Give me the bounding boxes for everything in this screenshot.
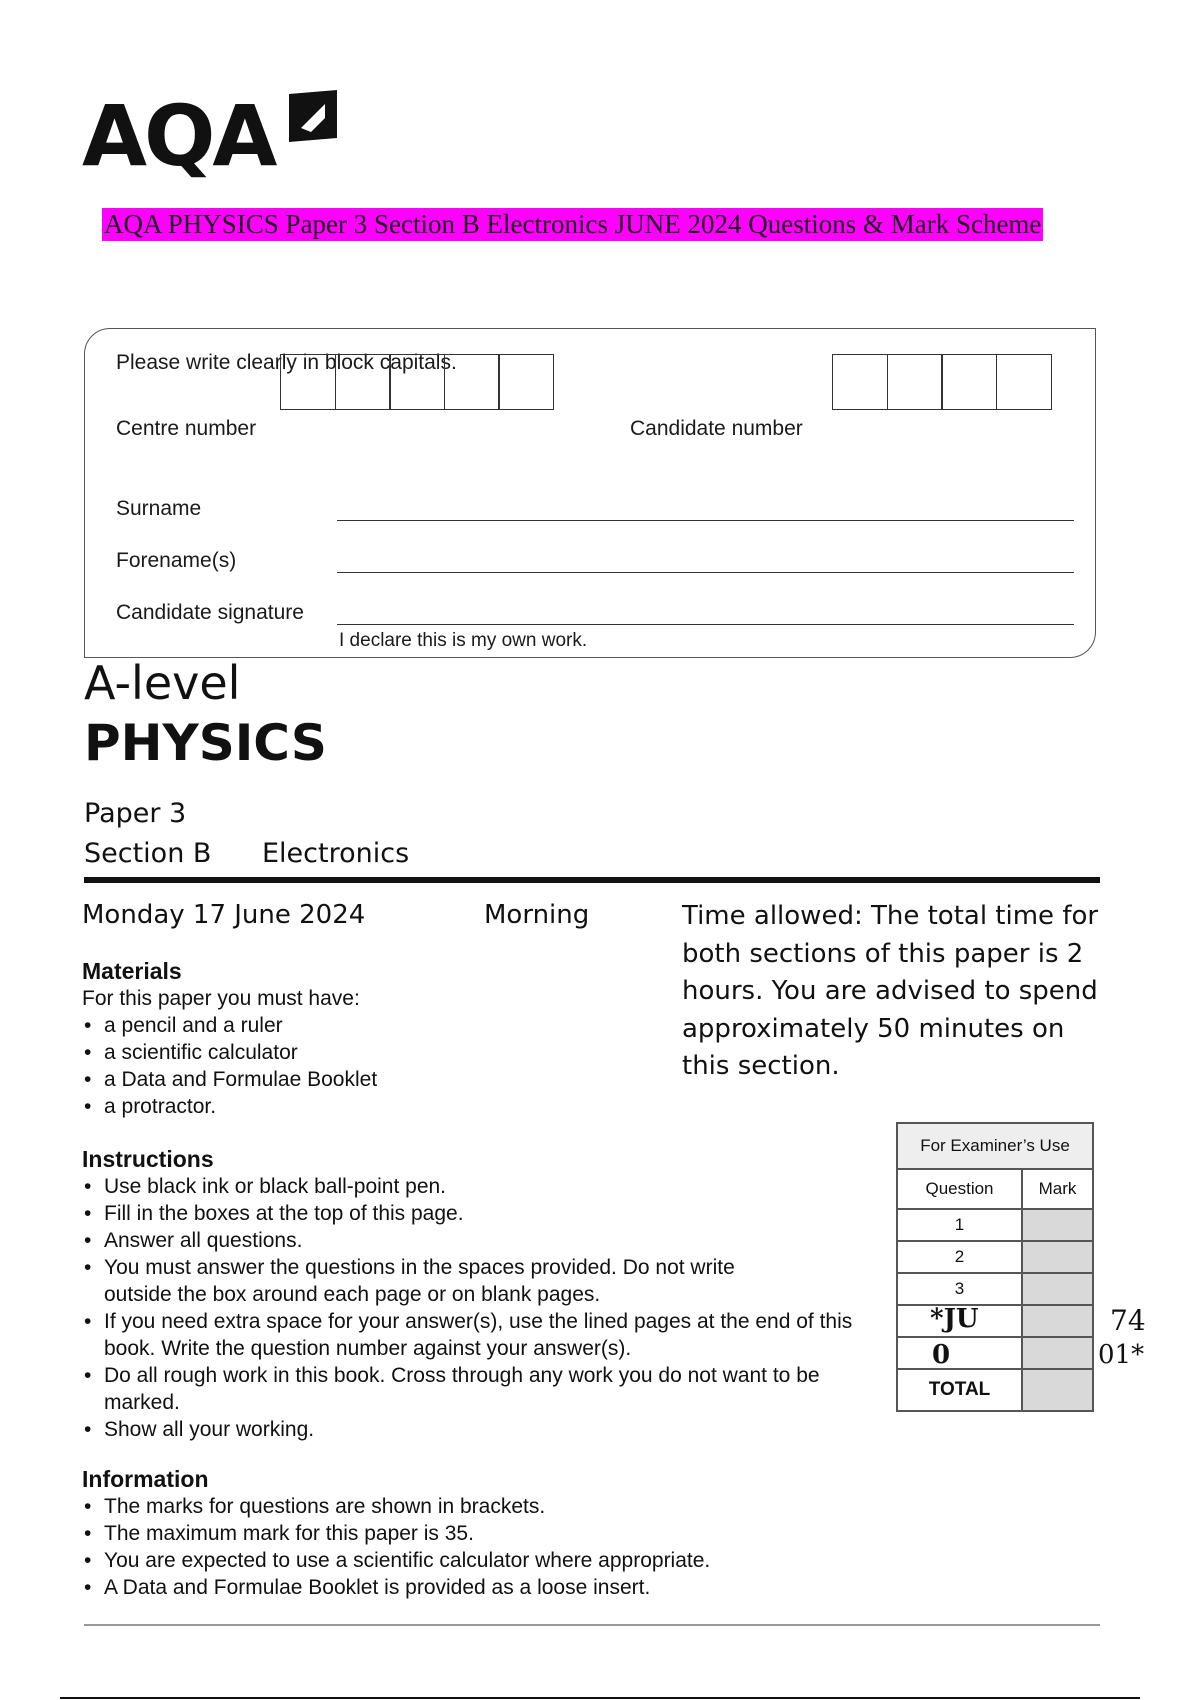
total-label: TOTAL: [897, 1369, 1022, 1411]
centre-number-digit-box[interactable]: [444, 354, 500, 410]
centre-number-digit-box[interactable]: [498, 354, 554, 410]
candidate-number-digit-box[interactable]: [887, 354, 943, 410]
instruction-item: • You must answer the questions in the spaces provided. Do not write outside the box around each page or on blank pages.: [82, 1254, 794, 1308]
instructions-list: [82, 1173, 872, 1443]
surname-label: Surname: [116, 497, 202, 520]
signature-label: Candidate signature: [116, 601, 304, 624]
information-list: [82, 1493, 882, 1601]
instruction-item: • Use black ink or black ball-point pen.: [82, 1173, 872, 1200]
materials-item: • a protractor.: [82, 1093, 642, 1120]
mark-cell: [1022, 1241, 1093, 1273]
instructions-section: [82, 1146, 872, 1443]
question-number: 3: [897, 1273, 1022, 1305]
section-label: Section B: [84, 838, 212, 869]
candidate-number-digit-box[interactable]: [996, 354, 1052, 410]
instructions-heading: Instructions: [82, 1146, 214, 1172]
information-heading: Information: [82, 1466, 209, 1492]
instruction-item: • Answer all questions.: [82, 1227, 872, 1254]
centre-number-boxes[interactable]: [280, 354, 553, 410]
signature-field[interactable]: [337, 624, 1074, 625]
materials-section: [82, 958, 642, 1120]
information-item: • You are expected to use a scientific calculator where appropriate.: [82, 1547, 882, 1574]
question-number: 2: [897, 1241, 1022, 1273]
mark-cell: [1022, 1209, 1093, 1241]
question-number: 1: [897, 1209, 1022, 1241]
materials-item: • a scientific calculator: [82, 1039, 642, 1066]
paper-number: Paper 3: [84, 798, 187, 829]
surname-field[interactable]: [337, 520, 1074, 521]
document-title: AQA PHYSICS Paper 3 Section B Electronics JUNE 2024 Questions & Mark Scheme: [104, 209, 1042, 239]
examiner-use-table: [896, 1122, 1094, 1412]
centre-number-digit-box[interactable]: [280, 354, 336, 410]
aqa-logo-text: AQA: [82, 87, 275, 185]
question-column-header: Question: [897, 1169, 1022, 1209]
mark-cell: [1022, 1273, 1093, 1305]
exam-date: Monday 17 June 2024: [82, 900, 366, 930]
section-topic: Electronics: [262, 838, 410, 869]
write-clearly-instruction: Please write clearly in block capitals.: [116, 351, 457, 374]
time-allowed: Time allowed: The total time for both sections of this paper is 2 hours. You are advised to spend approximately 50 minutes on this section.: [682, 901, 1099, 1081]
total-mark-cell: [1022, 1369, 1093, 1411]
mark-column-header: Mark: [1022, 1169, 1093, 1209]
mark-cell: [1022, 1337, 1093, 1369]
materials-intro: For this paper you must have:: [82, 987, 360, 1010]
materials-item: • a pencil and a ruler: [82, 1012, 642, 1039]
instruction-item: • Fill in the boxes at the top of this page.: [82, 1200, 872, 1227]
exam-subject: PHYSICS: [84, 714, 327, 772]
information-item: • A Data and Formulae Booklet is provided as a loose insert.: [82, 1574, 882, 1601]
declaration-text: I declare this is my own work.: [339, 630, 588, 651]
candidate-number-digit-box[interactable]: [832, 354, 888, 410]
instruction-item: • If you need extra space for your answer(s), use the lined pages at the end of this book. Write the question number against your answer(s).: [82, 1308, 894, 1362]
aqa-logo: [82, 88, 342, 188]
information-section: [82, 1466, 882, 1601]
exam-level: A-level: [84, 656, 241, 710]
barcode-text-left-top: *JU: [930, 1304, 979, 1334]
instruction-item: • Do all rough work in this book. Cross through any work you do not want to be marked.: [82, 1362, 824, 1416]
candidate-number-digit-box[interactable]: [941, 354, 997, 410]
candidate-details-box: [84, 328, 1096, 658]
materials-item: • a Data and Formulae Booklet: [82, 1066, 642, 1093]
barcode-text-left-bottom: 0: [932, 1340, 951, 1370]
aqa-logo-mark-icon: [285, 88, 341, 144]
empty-question-cell: [897, 1337, 1022, 1369]
candidate-number-boxes[interactable]: [832, 354, 1050, 410]
centre-number-digit-box[interactable]: [389, 354, 445, 410]
centre-number-digit-box[interactable]: [335, 354, 391, 410]
page-bottom-rule: [60, 1697, 1140, 1699]
materials-list: [82, 1012, 642, 1120]
footer-divider: [84, 1624, 1100, 1626]
information-item: • The marks for questions are shown in brackets.: [82, 1493, 882, 1520]
candidate-number-label: Candidate number: [630, 417, 803, 440]
materials-heading: Materials: [82, 958, 182, 984]
instruction-item: • Show all your working.: [82, 1416, 872, 1443]
barcode-text-right-top: 74: [1110, 1304, 1146, 1337]
heading-divider: [84, 877, 1100, 883]
examiner-table-title: For Examiner’s Use: [897, 1123, 1093, 1169]
forename-label: Forename(s): [116, 549, 237, 572]
exam-session: Morning: [484, 900, 590, 930]
barcode-text-right-bottom: 01*: [1098, 1340, 1145, 1370]
mark-cell: [1022, 1305, 1093, 1337]
information-item: • The maximum mark for this paper is 35.: [82, 1520, 882, 1547]
forename-field[interactable]: [337, 572, 1074, 573]
centre-number-label: Centre number: [116, 417, 257, 440]
